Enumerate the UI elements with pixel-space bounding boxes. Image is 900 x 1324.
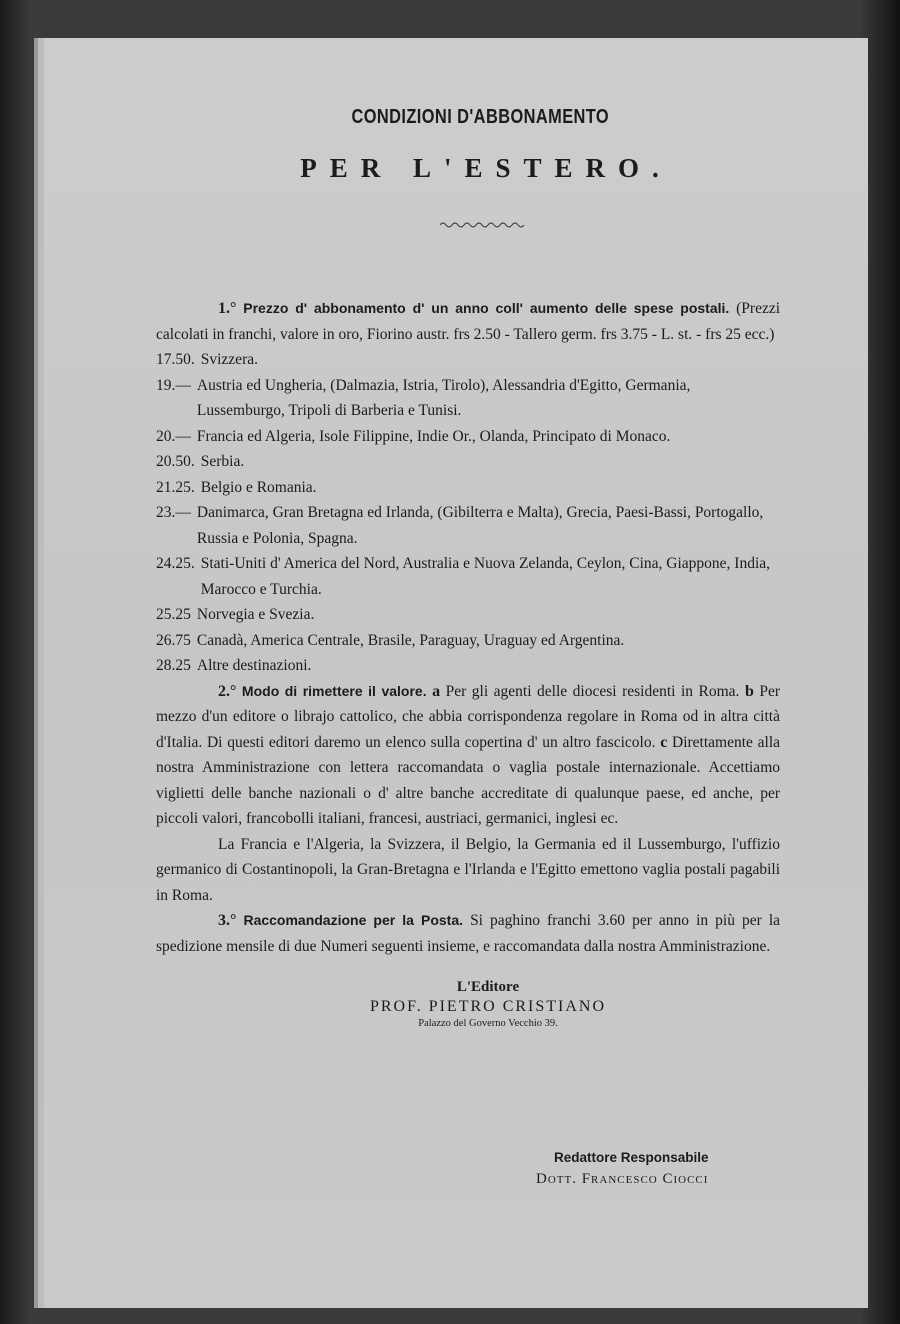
section-2: [156, 679, 780, 832]
rate-item: [156, 449, 780, 475]
rate-price: 20.—: [156, 427, 191, 445]
rate-destination: Francia ed Algeria, Isole Filippine, Indie Or., Olanda, Principato di Monaco.: [196, 427, 671, 445]
rate-destination: Stati-Uniti d' America del Nord, Australia e Nuova Zelanda, Ceylon, Cina, Giappone, India, Marocco e Turchia.: [200, 555, 771, 598]
rate-price: 21.25.: [156, 478, 195, 496]
section-2-lead: Modo di rimettere il valore.: [241, 682, 427, 699]
rate-destination: Austria ed Ungheria, (Dalmazia, Istria, Tirolo), Alessandria d'Egitto, Germania, Lussemburgo, Tripoli di Barberia e Tunisi.: [196, 376, 691, 419]
section-2-paragraph: La Francia e l'Algeria, la Svizzera, il Belgio, la Germania ed il Lussemburgo, l'uffizio germanico di Costantinopoli, la Gran-Bretagna e l'Irlanda e l'Egitto emettono vaglia postali pagabili in Roma.: [156, 835, 780, 904]
editor-address: Palazzo del Governo Vecchio 39.: [418, 1018, 558, 1029]
rate-item: [156, 500, 780, 551]
responsible-name: Dott. Francesco Ciocci: [536, 1171, 709, 1187]
rate-item: [156, 424, 780, 450]
rate-destination: Svizzera.: [200, 351, 258, 368]
rate-price: 25.25: [156, 606, 191, 623]
section-3-number: 3.°: [218, 912, 237, 929]
section-3-lead: Raccomandazione per la Posta.: [243, 912, 464, 928]
editor-heading: L'Editore: [456, 979, 520, 995]
rate-item: [156, 551, 780, 602]
rate-destination: Danimarca, Gran Bretagna ed Irlanda, (Gibilterra e Malta), Grecia, Paesi-Bassi, Portogallo, Russia e Polonia, Spagna.: [196, 504, 764, 547]
section-1-lead: Prezzo d' abbonamento d' un anno coll' aumento delle spese postali.: [243, 300, 730, 316]
section-1-intro: [156, 296, 780, 347]
rate-item: [156, 653, 780, 679]
section-3: [156, 908, 780, 959]
rate-price: 28.25: [156, 657, 191, 674]
rate-destination: Belgio e Romania.: [200, 478, 317, 496]
section-1-text: (Prezzi calcolati in franchi, valore in oro, Fiorino austr. frs 2.50 - Tallero germ. frs 3.75 - L. st. - frs 25 ecc.): [156, 300, 781, 343]
rate-price: 20.50.: [156, 453, 195, 470]
rate-item: [156, 628, 780, 654]
rate-price: 26.75: [156, 631, 191, 649]
rate-item: [156, 347, 780, 373]
page-content: [156, 106, 780, 1029]
section-2-number: 2.°: [218, 682, 237, 700]
section-1-number: 1.°: [218, 300, 237, 317]
rates-list: [156, 347, 780, 679]
option-b-text: Per mezzo d'un editore o librajo cattolico, che abbia corrispondenza regolare in Roma od in altra città d'Italia. Di questi editori daremo un elenco sulla copertina d' un altro fascicolo.: [156, 682, 781, 751]
page-title: CONDIZIONI D'ABBONAMENTO: [351, 106, 610, 128]
decorative-ornament-icon: [408, 220, 528, 230]
rate-destination: Canadà, America Centrale, Brasile, Paraguay, Uraguay ed Argentina.: [196, 631, 625, 649]
section-3-text: Si paghino franchi 3.60 per anno in più per la spedizione mensile di due Numeri seguenti insieme, e raccomandata dalla nostra Amministrazione.: [156, 912, 781, 955]
rate-price: 17.50.: [156, 351, 195, 368]
rate-destination: Altre destinazioni.: [196, 657, 312, 674]
option-a-text: Per gli agenti delle diocesi residenti in Roma.: [445, 682, 740, 700]
document-page: [44, 38, 868, 1308]
editor-signature: [156, 979, 780, 1029]
editor-name: PROF. PIETRO CRISTIANO: [369, 998, 607, 1015]
option-b-letter: b: [744, 682, 754, 700]
rate-item: [156, 602, 780, 628]
rate-item: [156, 373, 780, 424]
rate-price: 23.—: [156, 504, 191, 521]
rate-price: 24.25.: [156, 555, 195, 572]
rate-destination: Norvegia e Svezia.: [196, 606, 315, 623]
page-subtitle: PER L'ESTERO.: [300, 153, 672, 183]
option-c-letter: c: [660, 733, 668, 751]
option-a-letter: a: [432, 682, 441, 700]
rate-item: [156, 475, 780, 501]
rate-price: 19.—: [156, 376, 191, 394]
responsible-editor: [536, 1150, 756, 1188]
rate-destination: Serbia.: [200, 453, 245, 470]
responsible-title: Redattore Responsabile: [554, 1150, 709, 1165]
option-c-text: Direttamente alla nostra Amministrazione con lettera raccomandata o vaglia postale internazionale. Accettiamo viglietti delle banche nazionali o d' altre banche accreditate di qualunque paese, ed anche, per piccoli valori, francobolli italiani, francesi, austriaci, germanici, inglesi ec.: [156, 733, 781, 827]
